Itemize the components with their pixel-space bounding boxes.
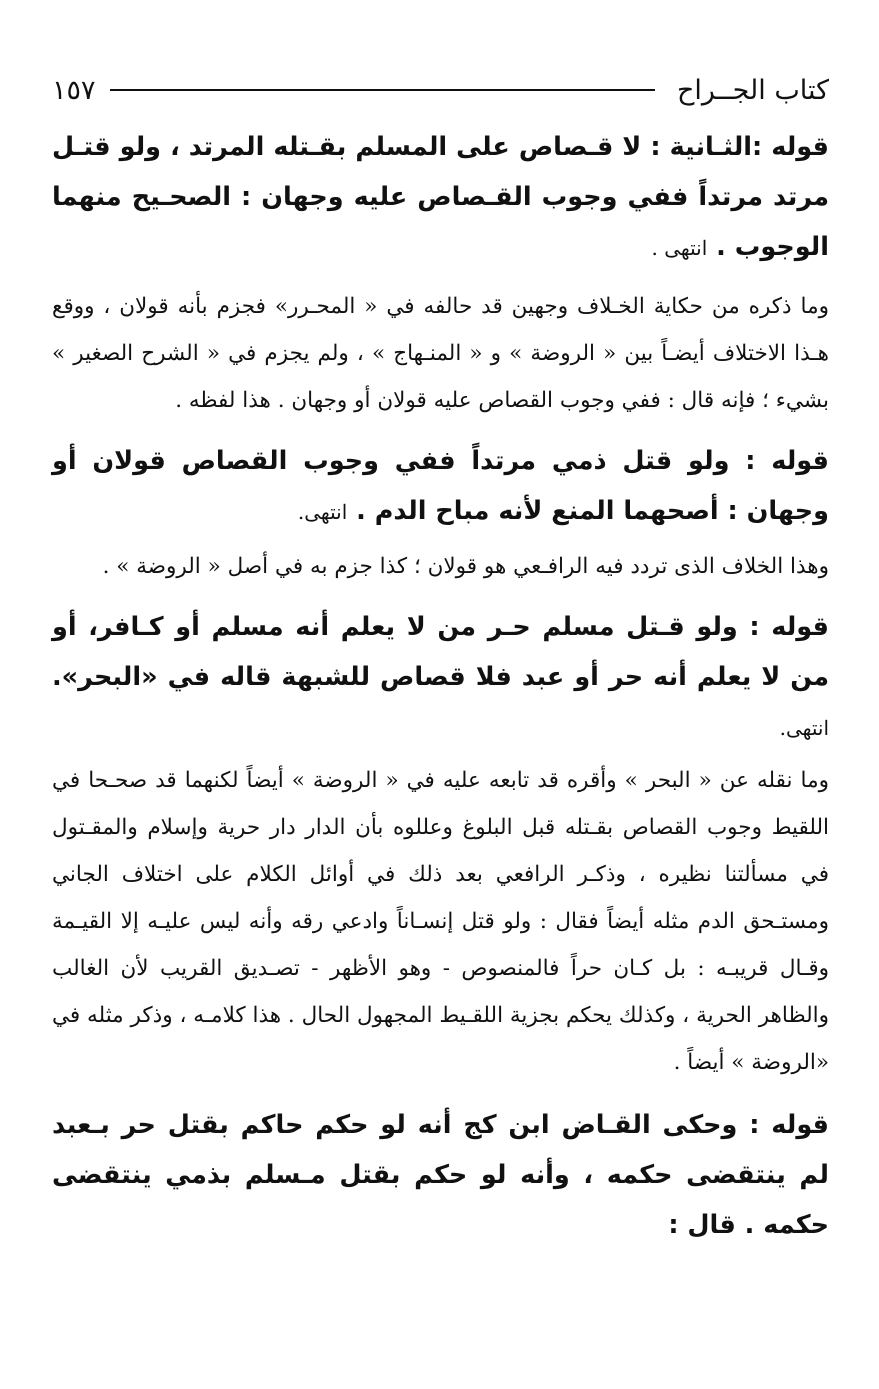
quoted-passage-text: قوله : ولو قـتل مسلم حـر من لا يعلم أنه مسلم أو كـافر، أو من لا يعلم أنه حر أو عبد فلا قصاص للشبهة قاله في «البحر». <box>52 612 829 692</box>
page-number: ١٥٧ <box>52 74 96 106</box>
quoted-passage-text: قوله : ولو قتل ذمي مرتداً ففي وجوب القصاص قولان أو وجهان : أصحهما المنع لأنه مباح الدم . <box>52 446 829 526</box>
quoted-passage-text: قوله :الثـانية : لا قـصاص على المسلم بقـتله المرتد ، ولو قتـل مرتد مرتداً ففي وجوب القـصاص عليه وجهان : الصحـيح منهما الوجوب . <box>52 132 829 262</box>
quoted-passage <box>52 122 829 273</box>
quoted-passage <box>52 436 829 537</box>
quote-ending: انتهى. <box>297 500 348 524</box>
quote-ending: انتهى. <box>779 716 829 740</box>
quoted-passage <box>52 1100 829 1250</box>
header-rule <box>110 89 655 91</box>
running-title: كتاب الجــراح <box>676 74 829 106</box>
page-body <box>52 122 829 1250</box>
commentary-paragraph: وما ذكره من حكاية الخـلاف وجهين قد حالفه في « المحـرر» فجزم بأنه قولان ، ووقع هـذا الاختلاف أيضـاً بين « الروضة » و « المنـهاج » ، ولم يجزم في « الشرح الصغير » بشيء ؛ فإنه قال : ففي وجوب القصاص عليه قولان أو وجهان . هذا لفظه . <box>52 294 829 413</box>
commentary-paragraph: وهذا الخلاف الذى تردد فيه الرافـعي هو قولان ؛ كذا جزم به في أصل « الروضة » . <box>102 554 829 579</box>
page-header <box>52 62 829 118</box>
quoted-passage-text: قوله : وحكى القـاض ابن كج أنه لو حكم حاكم بقتل حر بـعبد لم ينتقضى حكمه ، وأنه لو حكم بقتل مـسلم بذمي ينتقضى حكمه . قال : <box>52 1110 829 1240</box>
commentary-paragraph: وما نقله عن « البحر » وأقره قد تابعه عليه في « الروضة » أيضاً لكنهما قد صحـحا في اللقيط وجوب القصاص بقـتله قبل البلوغ وعللوه بأن الدار دار حرية وإسلام والمقـتول في مسألتنا نظيره ، وذكـر الرافعي بعد ذلك في أوائل الكلام على اختلاف الجاني ومستـحق الدم مثله أيضاً فقال : ولو قتل إنسـاناً وادعي رقه وأنه ليس عليـه إلا القيـمة وقـال قريبـه : بل كـان حراً فالمنصوص - وهو الأظهر - تصـديق القريب لأن الغالب والظاهر الحرية ، وكذلك يحكم بجزية اللقـيط المجهول الحال . هذا كلامـه ، وذكر مثله في «الروضة » أيضاً . <box>52 768 829 1075</box>
quote-ending: انتهى . <box>651 236 708 260</box>
quoted-passage <box>52 602 829 753</box>
